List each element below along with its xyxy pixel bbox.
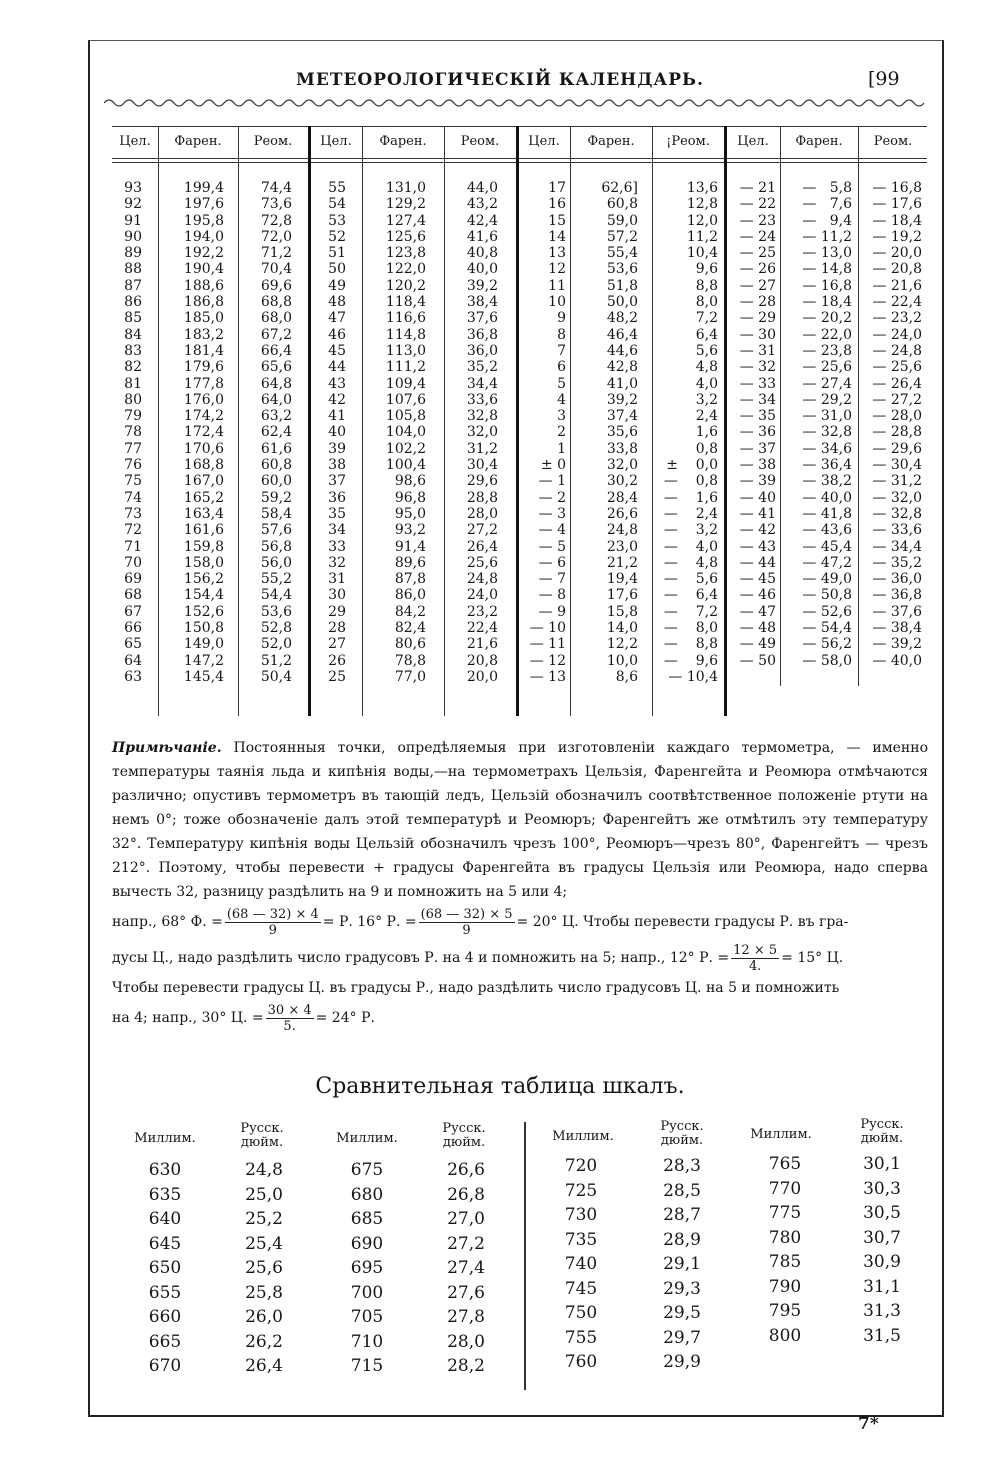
table-column: 199,4 197,6 195,8 194,0 192,2 190,4 188,6 186,8 185,0 183,2 181,4 179,6 177,8 176,0 174,2 172,4 170,6 168,8 167,0 165,2 163,4 161,6 159,8 158,0 156,2 154,4 152,6 150,8 149,0 147,2 145,4 bbox=[183, 180, 224, 685]
table-column: 675 680 685 690 695 700 705 710 715 bbox=[350, 1160, 384, 1376]
col-header-mm: Миллим. bbox=[552, 1129, 614, 1144]
table-column: 74,4 73,6 72,8 72,0 71,2 70,4 69,6 68,8 68,0 67,2 66,4 65,6 64,8 64,0 63,2 62,4 61,6 60,8 60,0 59,2 58,4 57,6 56,8 56,0 55,2 54,4 53,6 52,8 52,0 51,2 50,4 bbox=[260, 180, 292, 685]
col-header-mm: Миллим. bbox=[134, 1131, 196, 1146]
table-column: 720 725 730 735 740 745 750 755 760 bbox=[564, 1156, 598, 1372]
table-header-rule bbox=[112, 158, 927, 159]
formula-text: = 20° Ц. Чтобы перевести градусы Р. въ гра- bbox=[516, 914, 849, 930]
fraction-numerator: 30 × 4 bbox=[267, 1002, 312, 1018]
table-column: 765 770 775 780 785 790 795 800 bbox=[768, 1154, 802, 1346]
table-top-rule bbox=[112, 126, 927, 127]
col-header-far-4: Фарен. bbox=[795, 134, 843, 149]
formula-text: = 15° Ц. bbox=[781, 950, 844, 966]
table-column: 17 16 15 14 13 12 11 10 9 8 7 6 5 4 3 2 1 ± 0 — 1 — 2 — 3 — 4 — 5 — 6 — 7 — 8 — 9 — 10 — 11 — 12 — 13 bbox=[529, 180, 566, 685]
formula-line bbox=[112, 1000, 928, 1036]
col-header-in: Русск. дюйм. bbox=[442, 1121, 486, 1150]
fraction-numerator: (68 — 32) × 5 bbox=[420, 906, 513, 922]
col-header-in: Русск. дюйм. bbox=[240, 1121, 284, 1150]
formula-line bbox=[112, 904, 928, 940]
fraction bbox=[419, 907, 515, 938]
formula-text: напр., 68° Ф. = bbox=[112, 914, 223, 930]
col-header-far-2: Фарен. bbox=[379, 134, 427, 149]
fraction-numerator: 12 × 5 bbox=[733, 942, 778, 958]
group-divider bbox=[516, 126, 519, 716]
fraction bbox=[225, 907, 321, 938]
note-text: Чтобы перевести градусы Ц. въ градусы Р., надо раздѣлить число градусовъ Ц. на 5 и помножить bbox=[112, 980, 840, 996]
fraction-numerator: (68 — 32) × 4 bbox=[226, 906, 319, 922]
page-title: МЕТЕОРОЛОГИЧЕСКІЙ КАЛЕНДАРЬ. bbox=[296, 70, 704, 90]
wavy-rule bbox=[104, 96, 926, 110]
fraction-denominator: 4. bbox=[748, 958, 762, 974]
note-text: Постоянныя точки, опредѣляемыя при изготовленіи каждаго термометра, — именно температуры таянія льда и кипѣнія воды,—на термометрахъ Цельзія, Фаренгейта и Реомюра отмѣчаются различно; опустивъ термометръ въ тающій ледъ, Цельзій обозначилъ соотвѣтственное положеніе ртути на немъ 0°; тоже обозначеніе далъ этой температурѣ и Реомюръ; Фаренгейтъ же отмѣтилъ эту температуру 32°. Температуру кипѣнія воды Цельзій обозначилъ чрезъ 100°, Реомюръ—чрезъ 80°, Фаренгейтъ — чрезъ 212°. Поэтому, чтобы перевести + градусы Фаренгейта въ градусы Цельзія или Реомюра, надо сперва вычесть 32, разницу раздѣлить на 9 и помножить на 5 или 4; bbox=[112, 740, 928, 900]
table-column: 93 92 91 90 89 88 87 86 85 84 83 82 81 80 79 78 77 76 75 74 73 72 71 70 69 68 67 66 65 64 63 bbox=[124, 180, 142, 685]
signature-mark: 7* bbox=[858, 1414, 879, 1434]
scale-table-title: Сравнительная таблица шкалъ. bbox=[315, 1074, 685, 1099]
col-header-in: Русск. дюйм. bbox=[660, 1119, 704, 1148]
fraction-denominator: 5. bbox=[283, 1018, 296, 1034]
table-column: — 5,8 — 7,6 — 9,4 — 11,2 — 13,0 — 14,8 — 16,8 — 18,4 — 20,2 — 22,0 — 23,8 — 25,6 — 27,4 — 29,2 — 31,0 — 32,8 — 34,6 — 36,4 — 38,2 — 40,0 — 41,8 — 43,6 — 45,4 — 47,2 — 49,0 — 50,8 — 52,6 — 54,4 — 56,2 — 58,0 bbox=[802, 180, 852, 669]
fraction bbox=[731, 943, 779, 974]
col-divider bbox=[780, 126, 781, 686]
table-column: — 16,8 — 17,6 — 18,4 — 19,2 — 20,0 — 20,8 — 21,6 — 22,4 — 23,2 — 24,0 — 24,8 — 25,6 — 26,4 — 27,2 — 28,0 — 28,8 — 29,6 — 30,4 — 31,2 — 32,0 — 32,8 — 33,6 — 34,4 — 35,2 — 36,0 — 36,8 — 37,6 — 38,4 — 39,2 — 40,0 bbox=[872, 180, 922, 669]
table-column: 62,6] 60,8 59,0 57,2 55,4 53,6 51,8 50,0 48,2 46,4 44,6 42,8 41,0 39,2 37,4 35,6 33,8 32,0 30,2 28,4 26,6 24,8 23,0 21,2 19,4 17,6 15,8 14,0 12,2 10,0 8,6 bbox=[601, 180, 638, 685]
table-column: 24,8 25,0 25,2 25,4 25,6 25,8 26,0 26,2 26,4 bbox=[245, 1160, 283, 1376]
group-divider bbox=[724, 126, 727, 716]
table-column: 30,1 30,3 30,5 30,7 30,9 31,1 31,3 31,5 bbox=[863, 1154, 901, 1346]
table-column: 26,6 26,8 27,0 27,2 27,4 27,6 27,8 28,0 28,2 bbox=[447, 1160, 485, 1376]
col-header-reo-4: Реом. bbox=[873, 134, 913, 149]
formula-text: = Р. 16° Р. = bbox=[322, 914, 417, 930]
fraction bbox=[266, 1003, 314, 1034]
col-header-cel-3: Цел. bbox=[528, 134, 560, 149]
scale-table-divider bbox=[524, 1122, 526, 1390]
fraction-denominator: 9 bbox=[268, 922, 277, 938]
formula-text: дусы Ц., надо раздѣлить число градусовъ Р. на 4 и помножить на 5; напр., 12° Р. = bbox=[112, 950, 730, 966]
formula-text: = 24° Р. bbox=[315, 1010, 375, 1026]
col-header-reo-2: Реом. bbox=[460, 134, 500, 149]
col-header-far-1: Фарен. bbox=[174, 134, 222, 149]
table-column: 28,3 28,5 28,7 28,9 29,1 29,3 29,5 29,7 29,9 bbox=[663, 1156, 701, 1372]
table-column: — 21 — 22 — 23 — 24 — 25 — 26 — 27 — 28 — 29 — 30 — 31 — 32 — 33 — 34 — 35 — 36 — 37 — 38 — 39 — 40 — 41 — 42 — 43 — 44 — 45 — 46 — 47 — 48 — 49 — 50 bbox=[739, 180, 776, 669]
col-header-reo-3: ¡Реом. bbox=[666, 134, 710, 149]
table-column: 13,6 12,8 12,0 11,2 10,4 9,6 8,8 8,0 7,2 6,4 5,6 4,8 4,0 3,2 2,4 1,6 0,8 ± 0,0 — 0,8 — 1,6 — 2,4 — 3,2 — 4,0 — 4,8 — 5,6 — 6,4 — 7,2 — 8,0 — 8,8 — 9,6 — 10,4 bbox=[663, 180, 718, 685]
col-header-cel-2: Цел. bbox=[320, 134, 352, 149]
col-header-mm: Миллим. bbox=[750, 1127, 812, 1142]
table-column: 44,0 43,2 42,4 41,6 40,8 40,0 39,2 38,4 37,6 36,8 36,0 35,2 34,4 33,6 32,8 32,0 31,2 30,4 29,6 28,8 28,0 27,2 26,4 25,6 24,8 24,0 23,2 22,4 21,6 20,8 20,0 bbox=[466, 180, 498, 685]
note-paragraph bbox=[112, 736, 928, 1036]
formula-text: на 4; напр., 30° Ц. = bbox=[112, 1010, 264, 1026]
col-header-cel-4: Цел. bbox=[737, 134, 769, 149]
table-header-rule-double bbox=[112, 162, 927, 163]
page-number: [99 bbox=[868, 68, 900, 90]
note-label: Примѣчаніе. bbox=[112, 740, 222, 756]
col-header-reo-1: Реом. bbox=[253, 134, 293, 149]
table-column: 131,0 129,2 127,4 125,6 123,8 122,0 120,2 118,4 116,6 114,8 113,0 111,2 109,4 107,6 105,8 104,0 102,2 100,4 98,6 96,8 95,0 93,2 91,4 89,6 87,8 86,0 84,2 82,4 80,6 78,8 77,0 bbox=[385, 180, 426, 685]
table-column: 55 54 53 52 51 50 49 48 47 46 45 44 43 42 41 40 39 38 37 36 35 34 33 32 31 30 29 28 27 26 25 bbox=[328, 180, 346, 685]
formula-line bbox=[112, 940, 928, 976]
table-column: 630 635 640 645 650 655 660 665 670 bbox=[148, 1160, 182, 1376]
col-header-in: Русск. дюйм. bbox=[860, 1117, 904, 1146]
col-header-far-3: Фарен. bbox=[587, 134, 635, 149]
col-divider bbox=[858, 126, 859, 686]
col-header-mm: Миллим. bbox=[336, 1131, 398, 1146]
fraction-denominator: 9 bbox=[462, 922, 471, 938]
col-header-cel-1: Цел. bbox=[119, 134, 151, 149]
